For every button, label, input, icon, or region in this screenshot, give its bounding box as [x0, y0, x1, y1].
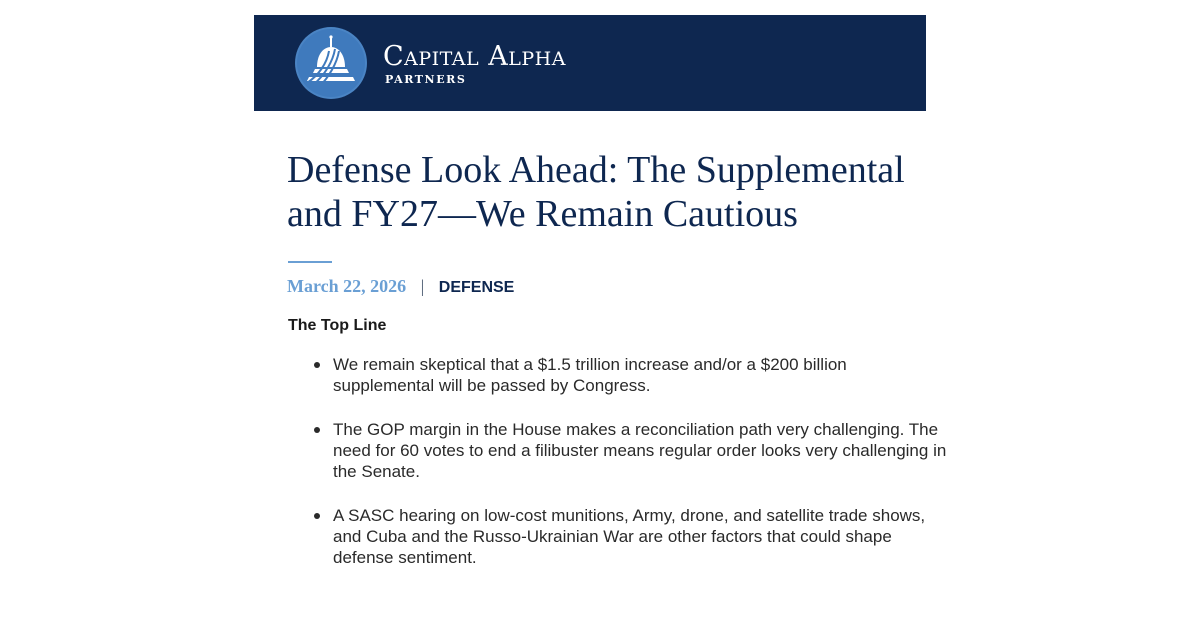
- brand-subtitle: PARTNERS: [385, 73, 467, 86]
- bullet-text: We remain skeptical that a $1.5 trillion increase and/or a $200 billion supplemental will be passed by Congress.: [333, 355, 847, 395]
- article-category: DEFENSE: [438, 279, 515, 296]
- bullet-icon: [314, 427, 320, 433]
- bullet-icon: [314, 513, 320, 519]
- brand-name: Capital Alpha: [383, 41, 566, 72]
- bullet-text: The GOP margin in the House makes a reconciliation path very challenging. The need for 60 votes to end a filibuster means regular order looks very challenging in the Senate.: [333, 420, 947, 481]
- article-date: March 22, 2026: [287, 276, 407, 296]
- header-banner: [254, 15, 926, 111]
- article-title: Defense Look Ahead: The Supplemental and FY27—We Remain Cautious: [287, 149, 905, 235]
- article-meta: [287, 275, 514, 299]
- list-item: [312, 354, 952, 396]
- capitol-dome-icon: [295, 27, 367, 99]
- bullet-text: A SASC hearing on low-cost munitions, Army, drone, and satellite trade shows, and Cuba and the Russo-Ukrainian War are other factors that could shape defense sentiment.: [333, 506, 926, 567]
- meta-separator: |: [420, 276, 425, 296]
- bullet-icon: [314, 362, 320, 368]
- list-item: [312, 505, 952, 568]
- list-item: [312, 419, 952, 482]
- accent-divider: [288, 261, 332, 263]
- bullet-list: [312, 354, 952, 591]
- section-heading: The Top Line: [288, 317, 387, 334]
